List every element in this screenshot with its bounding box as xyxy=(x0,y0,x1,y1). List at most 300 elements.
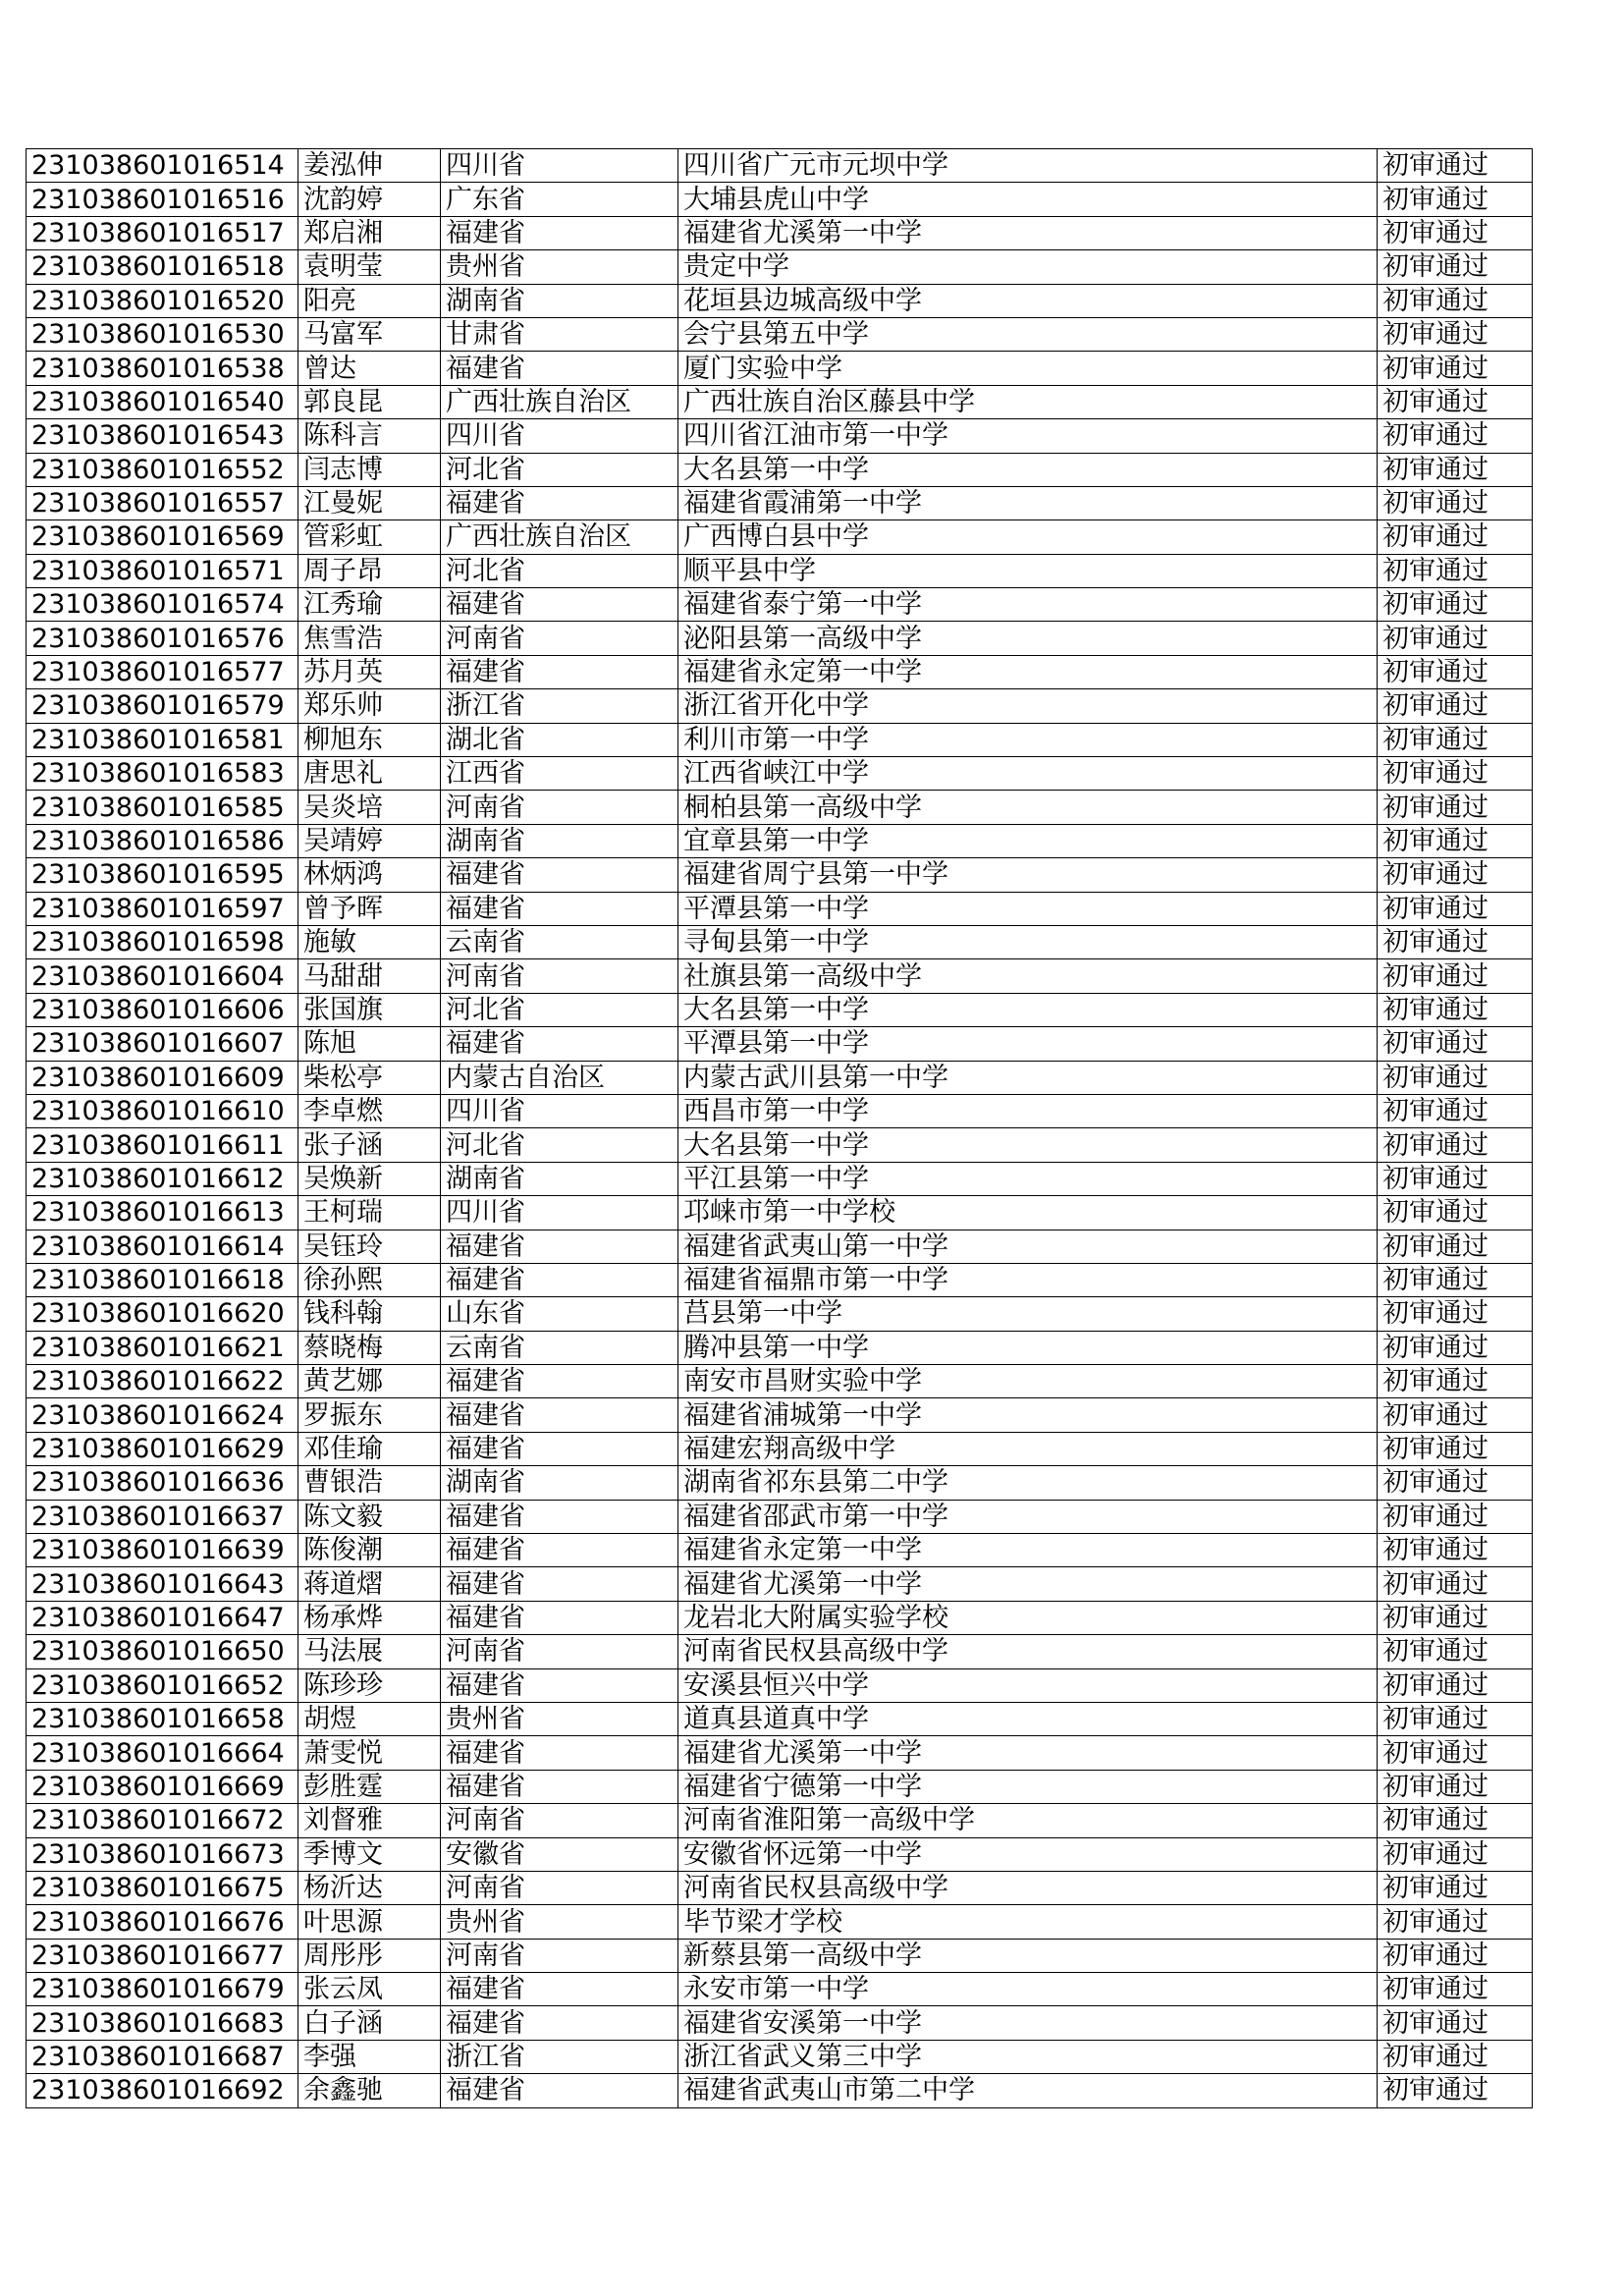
name-cell: 阳亮 xyxy=(298,284,441,317)
name-cell: 曾达 xyxy=(298,352,441,385)
status-cell: 初审通过 xyxy=(1378,554,1533,587)
province-cell: 贵州省 xyxy=(441,250,678,284)
table-row xyxy=(27,1061,1533,1094)
status-cell: 初审通过 xyxy=(1378,723,1533,756)
table-row xyxy=(27,149,1533,183)
table-row xyxy=(27,317,1533,351)
status-cell: 初审通过 xyxy=(1378,2074,1533,2107)
province-cell: 河南省 xyxy=(441,1804,678,1837)
school-cell: 浙江省开化中学 xyxy=(678,689,1378,723)
status-cell: 初审通过 xyxy=(1378,1567,1533,1601)
school-cell: 寻甸县第一中学 xyxy=(678,925,1378,958)
province-cell: 福建省 xyxy=(441,1736,678,1770)
name-cell: 彭胜霆 xyxy=(298,1770,441,1803)
status-cell: 初审通过 xyxy=(1378,1466,1533,1500)
province-cell: 贵州省 xyxy=(441,1702,678,1735)
school-cell: 社旗县第一高级中学 xyxy=(678,959,1378,993)
table-row xyxy=(27,1702,1533,1735)
school-cell: 福建省安溪第一中学 xyxy=(678,2006,1378,2040)
school-cell: 福建省武夷山市第二中学 xyxy=(678,2074,1378,2107)
school-cell: 福建省周宁县第一中学 xyxy=(678,858,1378,892)
registration-id-cell: 231038601016607 xyxy=(27,1027,298,1061)
school-cell: 福建宏翔高级中学 xyxy=(678,1432,1378,1465)
table-row xyxy=(27,1635,1533,1668)
status-cell: 初审通过 xyxy=(1378,588,1533,622)
registration-id-cell: 231038601016571 xyxy=(27,554,298,587)
province-cell: 福建省 xyxy=(441,1500,678,1533)
school-cell: 邛崃市第一中学校 xyxy=(678,1196,1378,1230)
name-cell: 郭良昆 xyxy=(298,385,441,418)
registration-id-cell: 231038601016621 xyxy=(27,1331,298,1364)
status-cell: 初审通过 xyxy=(1378,1534,1533,1567)
registration-id-cell: 231038601016569 xyxy=(27,520,298,554)
status-cell: 初审通过 xyxy=(1378,959,1533,993)
province-cell: 浙江省 xyxy=(441,689,678,723)
table-row xyxy=(27,1027,1533,1061)
table-row xyxy=(27,1263,1533,1296)
registration-id-cell: 231038601016543 xyxy=(27,419,298,453)
name-cell: 沈韵婷 xyxy=(298,183,441,216)
province-cell: 河南省 xyxy=(441,1635,678,1668)
province-cell: 河南省 xyxy=(441,1871,678,1904)
table-row xyxy=(27,1601,1533,1634)
table-row xyxy=(27,925,1533,958)
registration-id-cell: 231038601016586 xyxy=(27,824,298,857)
school-cell: 平潭县第一中学 xyxy=(678,892,1378,925)
status-cell: 初审通过 xyxy=(1378,1094,1533,1127)
name-cell: 陈旭 xyxy=(298,1027,441,1061)
applicant-table-body xyxy=(27,149,1533,2108)
table-row xyxy=(27,959,1533,993)
registration-id-cell: 231038601016676 xyxy=(27,1905,298,1939)
school-cell: 会宁县第五中学 xyxy=(678,317,1378,351)
registration-id-cell: 231038601016540 xyxy=(27,385,298,418)
province-cell: 福建省 xyxy=(441,2074,678,2107)
name-cell: 钱科翰 xyxy=(298,1297,441,1331)
table-row xyxy=(27,1905,1533,1939)
status-cell: 初审通过 xyxy=(1378,1398,1533,1432)
province-cell: 福建省 xyxy=(441,486,678,519)
name-cell: 吴焕新 xyxy=(298,1162,441,1195)
registration-id-cell: 231038601016514 xyxy=(27,149,298,183)
registration-id-cell: 231038601016612 xyxy=(27,1162,298,1195)
province-cell: 四川省 xyxy=(441,1094,678,1127)
registration-id-cell: 231038601016604 xyxy=(27,959,298,993)
table-row xyxy=(27,453,1533,486)
province-cell: 河南省 xyxy=(441,959,678,993)
school-cell: 福建省宁德第一中学 xyxy=(678,1770,1378,1803)
table-row xyxy=(27,1094,1533,1127)
name-cell: 季博文 xyxy=(298,1837,441,1871)
status-cell: 初审通过 xyxy=(1378,1770,1533,1803)
province-cell: 湖北省 xyxy=(441,723,678,756)
province-cell: 福建省 xyxy=(441,655,678,688)
province-cell: 福建省 xyxy=(441,1263,678,1296)
table-row xyxy=(27,1973,1533,2006)
name-cell: 杨承烨 xyxy=(298,1601,441,1634)
province-cell: 福建省 xyxy=(441,1398,678,1432)
province-cell: 山东省 xyxy=(441,1297,678,1331)
table-row xyxy=(27,1230,1533,1263)
name-cell: 姜泓伸 xyxy=(298,149,441,183)
name-cell: 吴钰玲 xyxy=(298,1230,441,1263)
registration-id-cell: 231038601016579 xyxy=(27,689,298,723)
name-cell: 马法展 xyxy=(298,1635,441,1668)
table-row xyxy=(27,1331,1533,1364)
status-cell: 初审通过 xyxy=(1378,1939,1533,1972)
registration-id-cell: 231038601016530 xyxy=(27,317,298,351)
status-cell: 初审通过 xyxy=(1378,1804,1533,1837)
status-cell: 初审通过 xyxy=(1378,1601,1533,1634)
name-cell: 蒋道熠 xyxy=(298,1567,441,1601)
school-cell: 厦门实验中学 xyxy=(678,352,1378,385)
status-cell: 初审通过 xyxy=(1378,2006,1533,2040)
province-cell: 福建省 xyxy=(441,1230,678,1263)
table-row xyxy=(27,655,1533,688)
province-cell: 安徽省 xyxy=(441,1837,678,1871)
school-cell: 利川市第一中学 xyxy=(678,723,1378,756)
table-row xyxy=(27,993,1533,1026)
name-cell: 陈科言 xyxy=(298,419,441,453)
status-cell: 初审通过 xyxy=(1378,1702,1533,1735)
registration-id-cell: 231038601016614 xyxy=(27,1230,298,1263)
school-cell: 平江县第一中学 xyxy=(678,1162,1378,1195)
province-cell: 福建省 xyxy=(441,858,678,892)
table-row xyxy=(27,1466,1533,1500)
status-cell: 初审通过 xyxy=(1378,1027,1533,1061)
province-cell: 湖南省 xyxy=(441,284,678,317)
registration-id-cell: 231038601016683 xyxy=(27,2006,298,2040)
school-cell: 福建省永定第一中学 xyxy=(678,655,1378,688)
status-cell: 初审通过 xyxy=(1378,689,1533,723)
school-cell: 龙岩北大附属实验学校 xyxy=(678,1601,1378,1634)
province-cell: 河北省 xyxy=(441,993,678,1026)
applicant-table xyxy=(26,148,1533,2108)
registration-id-cell: 231038601016598 xyxy=(27,925,298,958)
name-cell: 林炳鸿 xyxy=(298,858,441,892)
province-cell: 河北省 xyxy=(441,554,678,587)
registration-id-cell: 231038601016639 xyxy=(27,1534,298,1567)
name-cell: 张云凤 xyxy=(298,1973,441,2006)
registration-id-cell: 231038601016622 xyxy=(27,1365,298,1398)
registration-id-cell: 231038601016669 xyxy=(27,1770,298,1803)
school-cell: 湖南省祁东县第二中学 xyxy=(678,1466,1378,1500)
table-row xyxy=(27,757,1533,791)
status-cell: 初审通过 xyxy=(1378,1263,1533,1296)
province-cell: 浙江省 xyxy=(441,2040,678,2073)
province-cell: 福建省 xyxy=(441,588,678,622)
school-cell: 南安市昌财实验中学 xyxy=(678,1365,1378,1398)
table-row xyxy=(27,1297,1533,1331)
registration-id-cell: 231038601016643 xyxy=(27,1567,298,1601)
table-row xyxy=(27,216,1533,249)
province-cell: 四川省 xyxy=(441,149,678,183)
status-cell: 初审通过 xyxy=(1378,385,1533,418)
table-row xyxy=(27,1871,1533,1904)
province-cell: 福建省 xyxy=(441,1770,678,1803)
name-cell: 蔡晓梅 xyxy=(298,1331,441,1364)
name-cell: 江秀瑜 xyxy=(298,588,441,622)
registration-id-cell: 231038601016611 xyxy=(27,1128,298,1162)
registration-id-cell: 231038601016637 xyxy=(27,1500,298,1533)
registration-id-cell: 231038601016609 xyxy=(27,1061,298,1094)
name-cell: 萧雯悦 xyxy=(298,1736,441,1770)
registration-id-cell: 231038601016629 xyxy=(27,1432,298,1465)
name-cell: 李卓燃 xyxy=(298,1094,441,1127)
name-cell: 吴炎培 xyxy=(298,791,441,824)
table-row xyxy=(27,385,1533,418)
school-cell: 福建省尤溪第一中学 xyxy=(678,1567,1378,1601)
school-cell: 内蒙古武川县第一中学 xyxy=(678,1061,1378,1094)
status-cell: 初审通过 xyxy=(1378,1871,1533,1904)
school-cell: 安溪县恒兴中学 xyxy=(678,1668,1378,1702)
table-row xyxy=(27,250,1533,284)
table-row xyxy=(27,1939,1533,1972)
registration-id-cell: 231038601016664 xyxy=(27,1736,298,1770)
province-cell: 湖南省 xyxy=(441,824,678,857)
table-row xyxy=(27,588,1533,622)
name-cell: 柴松亭 xyxy=(298,1061,441,1094)
province-cell: 四川省 xyxy=(441,419,678,453)
table-row xyxy=(27,520,1533,554)
status-cell: 初审通过 xyxy=(1378,993,1533,1026)
registration-id-cell: 231038601016585 xyxy=(27,791,298,824)
name-cell: 刘督雅 xyxy=(298,1804,441,1837)
table-row xyxy=(27,858,1533,892)
school-cell: 福建省浦城第一中学 xyxy=(678,1398,1378,1432)
school-cell: 西昌市第一中学 xyxy=(678,1094,1378,1127)
registration-id-cell: 231038601016647 xyxy=(27,1601,298,1634)
name-cell: 袁明莹 xyxy=(298,250,441,284)
table-row xyxy=(27,1196,1533,1230)
school-cell: 福建省福鼎市第一中学 xyxy=(678,1263,1378,1296)
province-cell: 福建省 xyxy=(441,1668,678,1702)
name-cell: 曹银浩 xyxy=(298,1466,441,1500)
school-cell: 浙江省武义第三中学 xyxy=(678,2040,1378,2073)
school-cell: 河南省民权县高级中学 xyxy=(678,1871,1378,1904)
school-cell: 福建省霞浦第一中学 xyxy=(678,486,1378,519)
province-cell: 福建省 xyxy=(441,1027,678,1061)
status-cell: 初审通过 xyxy=(1378,655,1533,688)
status-cell: 初审通过 xyxy=(1378,1365,1533,1398)
school-cell: 福建省泰宁第一中学 xyxy=(678,588,1378,622)
registration-id-cell: 231038601016518 xyxy=(27,250,298,284)
status-cell: 初审通过 xyxy=(1378,1668,1533,1702)
table-row xyxy=(27,2006,1533,2040)
province-cell: 广东省 xyxy=(441,183,678,216)
table-row xyxy=(27,622,1533,655)
name-cell: 曾予晖 xyxy=(298,892,441,925)
registration-id-cell: 231038601016606 xyxy=(27,993,298,1026)
status-cell: 初审通过 xyxy=(1378,1736,1533,1770)
school-cell: 宜章县第一中学 xyxy=(678,824,1378,857)
registration-id-cell: 231038601016672 xyxy=(27,1804,298,1837)
registration-id-cell: 231038601016517 xyxy=(27,216,298,249)
province-cell: 甘肃省 xyxy=(441,317,678,351)
status-cell: 初审通过 xyxy=(1378,892,1533,925)
province-cell: 河南省 xyxy=(441,622,678,655)
school-cell: 大埔县虎山中学 xyxy=(678,183,1378,216)
registration-id-cell: 231038601016650 xyxy=(27,1635,298,1668)
province-cell: 湖南省 xyxy=(441,1162,678,1195)
table-row xyxy=(27,1432,1533,1465)
name-cell: 叶思源 xyxy=(298,1905,441,1939)
name-cell: 郑启湘 xyxy=(298,216,441,249)
registration-id-cell: 231038601016583 xyxy=(27,757,298,791)
school-cell: 花垣县边城高级中学 xyxy=(678,284,1378,317)
school-cell: 腾冲县第一中学 xyxy=(678,1331,1378,1364)
status-cell: 初审通过 xyxy=(1378,1905,1533,1939)
school-cell: 广西壮族自治区藤县中学 xyxy=(678,385,1378,418)
registration-id-cell: 231038601016679 xyxy=(27,1973,298,2006)
table-row xyxy=(27,1770,1533,1803)
name-cell: 周子昂 xyxy=(298,554,441,587)
status-cell: 初审通过 xyxy=(1378,419,1533,453)
school-cell: 大名县第一中学 xyxy=(678,1128,1378,1162)
table-row xyxy=(27,791,1533,824)
school-cell: 福建省尤溪第一中学 xyxy=(678,216,1378,249)
table-row xyxy=(27,419,1533,453)
name-cell: 周彤彤 xyxy=(298,1939,441,1972)
school-cell: 福建省武夷山第一中学 xyxy=(678,1230,1378,1263)
school-cell: 河南省淮阳第一高级中学 xyxy=(678,1804,1378,1837)
school-cell: 安徽省怀远第一中学 xyxy=(678,1837,1378,1871)
school-cell: 贵定中学 xyxy=(678,250,1378,284)
name-cell: 施敏 xyxy=(298,925,441,958)
name-cell: 陈文毅 xyxy=(298,1500,441,1533)
registration-id-cell: 231038601016516 xyxy=(27,183,298,216)
table-row xyxy=(27,2040,1533,2073)
status-cell: 初审通过 xyxy=(1378,791,1533,824)
registration-id-cell: 231038601016673 xyxy=(27,1837,298,1871)
registration-id-cell: 231038601016652 xyxy=(27,1668,298,1702)
status-cell: 初审通过 xyxy=(1378,520,1533,554)
school-cell: 新蔡县第一高级中学 xyxy=(678,1939,1378,1972)
status-cell: 初审通过 xyxy=(1378,824,1533,857)
name-cell: 余鑫驰 xyxy=(298,2074,441,2107)
registration-id-cell: 231038601016624 xyxy=(27,1398,298,1432)
table-row xyxy=(27,284,1533,317)
province-cell: 河北省 xyxy=(441,453,678,486)
school-cell: 江西省峡江中学 xyxy=(678,757,1378,791)
registration-id-cell: 231038601016557 xyxy=(27,486,298,519)
status-cell: 初审通过 xyxy=(1378,453,1533,486)
status-cell: 初审通过 xyxy=(1378,757,1533,791)
status-cell: 初审通过 xyxy=(1378,317,1533,351)
registration-id-cell: 231038601016658 xyxy=(27,1702,298,1735)
registration-id-cell: 231038601016538 xyxy=(27,352,298,385)
school-cell: 毕节梁才学校 xyxy=(678,1905,1378,1939)
table-row xyxy=(27,554,1533,587)
province-cell: 云南省 xyxy=(441,1331,678,1364)
table-row xyxy=(27,2074,1533,2107)
status-cell: 初审通过 xyxy=(1378,1837,1533,1871)
name-cell: 黄艺娜 xyxy=(298,1365,441,1398)
status-cell: 初审通过 xyxy=(1378,149,1533,183)
name-cell: 杨沂达 xyxy=(298,1871,441,1904)
name-cell: 柳旭东 xyxy=(298,723,441,756)
table-row xyxy=(27,824,1533,857)
name-cell: 罗振东 xyxy=(298,1398,441,1432)
school-cell: 平潭县第一中学 xyxy=(678,1027,1378,1061)
province-cell: 内蒙古自治区 xyxy=(441,1061,678,1094)
school-cell: 泌阳县第一高级中学 xyxy=(678,622,1378,655)
status-cell: 初审通过 xyxy=(1378,2040,1533,2073)
registration-id-cell: 231038601016692 xyxy=(27,2074,298,2107)
name-cell: 闫志博 xyxy=(298,453,441,486)
status-cell: 初审通过 xyxy=(1378,622,1533,655)
status-cell: 初审通过 xyxy=(1378,1635,1533,1668)
registration-id-cell: 231038601016620 xyxy=(27,1297,298,1331)
name-cell: 江曼妮 xyxy=(298,486,441,519)
province-cell: 广西壮族自治区 xyxy=(441,385,678,418)
status-cell: 初审通过 xyxy=(1378,1973,1533,2006)
table-row xyxy=(27,1365,1533,1398)
province-cell: 河南省 xyxy=(441,1939,678,1972)
name-cell: 邓佳瑜 xyxy=(298,1432,441,1465)
status-cell: 初审通过 xyxy=(1378,284,1533,317)
province-cell: 福建省 xyxy=(441,2006,678,2040)
name-cell: 张子涵 xyxy=(298,1128,441,1162)
table-row xyxy=(27,1837,1533,1871)
province-cell: 福建省 xyxy=(441,1534,678,1567)
province-cell: 广西壮族自治区 xyxy=(441,520,678,554)
school-cell: 四川省江油市第一中学 xyxy=(678,419,1378,453)
table-row xyxy=(27,1567,1533,1601)
status-cell: 初审通过 xyxy=(1378,1162,1533,1195)
registration-id-cell: 231038601016610 xyxy=(27,1094,298,1127)
table-row xyxy=(27,723,1533,756)
name-cell: 王柯瑞 xyxy=(298,1196,441,1230)
name-cell: 焦雪浩 xyxy=(298,622,441,655)
province-cell: 福建省 xyxy=(441,1432,678,1465)
status-cell: 初审通过 xyxy=(1378,1432,1533,1465)
registration-id-cell: 231038601016574 xyxy=(27,588,298,622)
name-cell: 白子涵 xyxy=(298,2006,441,2040)
province-cell: 福建省 xyxy=(441,216,678,249)
registration-id-cell: 231038601016597 xyxy=(27,892,298,925)
status-cell: 初审通过 xyxy=(1378,352,1533,385)
registration-id-cell: 231038601016552 xyxy=(27,453,298,486)
school-cell: 福建省邵武市第一中学 xyxy=(678,1500,1378,1533)
registration-id-cell: 231038601016577 xyxy=(27,655,298,688)
name-cell: 管彩虹 xyxy=(298,520,441,554)
name-cell: 胡煜 xyxy=(298,1702,441,1735)
registration-id-cell: 231038601016675 xyxy=(27,1871,298,1904)
name-cell: 马富军 xyxy=(298,317,441,351)
registration-id-cell: 231038601016595 xyxy=(27,858,298,892)
table-row xyxy=(27,1804,1533,1837)
school-cell: 福建省永定第一中学 xyxy=(678,1534,1378,1567)
province-cell: 福建省 xyxy=(441,352,678,385)
table-row xyxy=(27,352,1533,385)
name-cell: 吴靖婷 xyxy=(298,824,441,857)
registration-id-cell: 231038601016636 xyxy=(27,1466,298,1500)
school-cell: 永安市第一中学 xyxy=(678,1973,1378,2006)
status-cell: 初审通过 xyxy=(1378,1297,1533,1331)
status-cell: 初审通过 xyxy=(1378,1196,1533,1230)
province-cell: 四川省 xyxy=(441,1196,678,1230)
name-cell: 马甜甜 xyxy=(298,959,441,993)
name-cell: 徐孙熙 xyxy=(298,1263,441,1296)
table-row xyxy=(27,1162,1533,1195)
registration-id-cell: 231038601016687 xyxy=(27,2040,298,2073)
table-row xyxy=(27,1500,1533,1533)
table-row xyxy=(27,183,1533,216)
status-cell: 初审通过 xyxy=(1378,183,1533,216)
table-row xyxy=(27,1128,1533,1162)
province-cell: 福建省 xyxy=(441,1567,678,1601)
